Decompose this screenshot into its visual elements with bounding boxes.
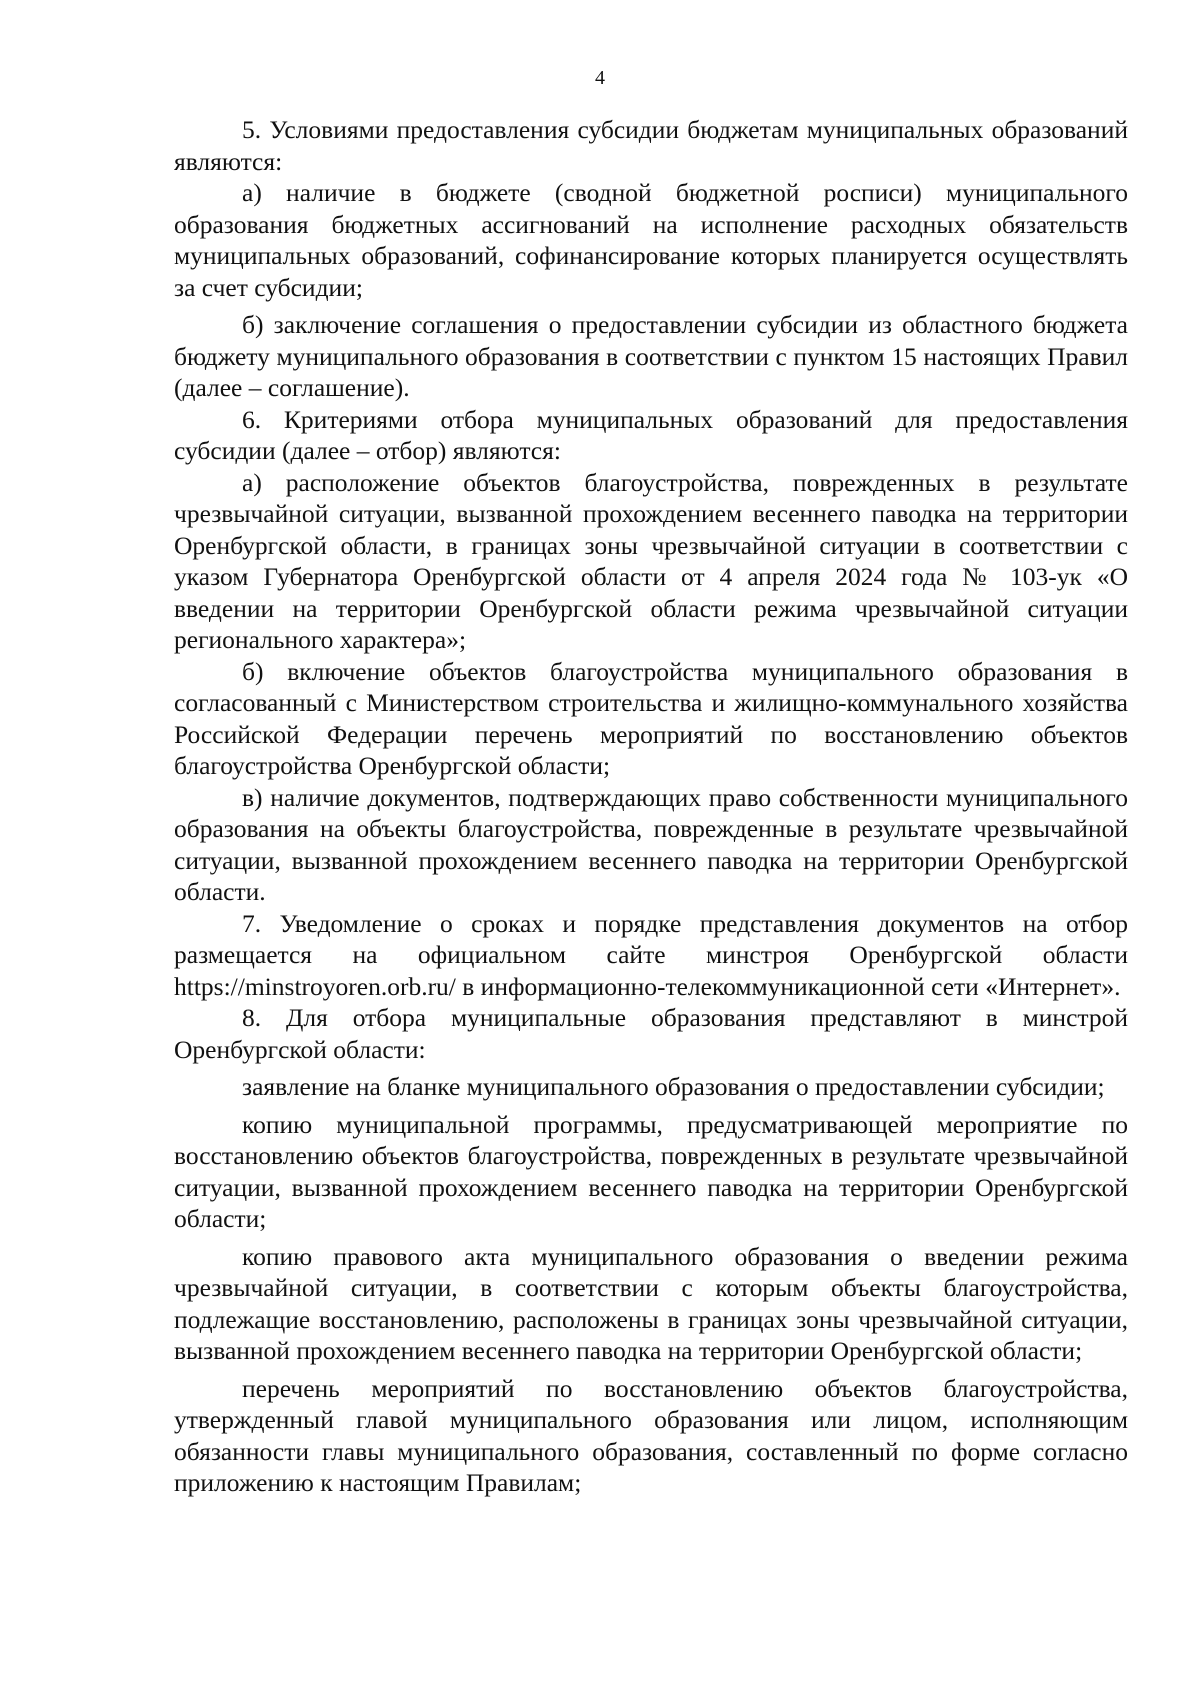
list-item-legal-act: копию правового акта муниципального образования о введении режима чрезвычайной ситуации, в соответствии с которым объекты благоустройства, подлежащие восстановлению, расположены в границах зоны чрезвычайной ситуации, вызванной прохождением весеннего паводка на территории Оренбургской области; bbox=[174, 1241, 1128, 1365]
paragraph-5a-budget-allocations: а) наличие в бюджете (сводной бюджетной росписи) муниципального образования бюджетных ассигнований на исполнение расходных обязательств муниципальных образований, софинансирование которых планируется осуществлять за счет субсидии; bbox=[174, 178, 1128, 302]
paragraph-6c-ownership-documents: в) наличие документов, подтверждающих право собственности муниципального образования на объекты благоустройства, поврежденные в результате чрезвычайной ситуации, вызванной прохождением весеннего паводка на территории Оренбургской области. bbox=[174, 782, 1128, 906]
list-item-municipal-program: копию муниципальной программы, предусматривающей мероприятие по восстановлению объектов благоустройства, поврежденных в результате чрезвычайной ситуации, вызванной прохождением весеннего паводка на территории Оренбургской области; bbox=[174, 1109, 1128, 1233]
document-body bbox=[174, 114, 1128, 1499]
paragraph-8-documents: 8. Для отбора муниципальные образования представляют в минстрой Оренбургской области: bbox=[174, 1003, 1128, 1064]
list-item-measures-list: перечень мероприятий по восстановлению объектов благоустройства, утвержденный главой муниципального образования или лицом, исполняющим обязанности главы муниципального образования, составленный по форме согласно приложению к настоящим Правилам; bbox=[174, 1373, 1128, 1497]
paragraph-5b-agreement: б) заключение соглашения о предоставлении субсидии из областного бюджета бюджету муниципального образования в соответствии с пунктом 15 настоящих Правил (далее – соглашение). bbox=[174, 310, 1128, 402]
paragraph-7-notification: 7. Уведомление о сроках и порядке представления документов на отбор размещается на официальном сайте минстроя Оренбургской области https://minstroyoren.orb.ru/ в информационно-телекоммуникационной сети «Интернет». bbox=[174, 908, 1128, 1001]
list-item-application: заявление на бланке муниципального образования о предоставлении субсидии; bbox=[242, 1072, 1105, 1101]
paragraph-6-selection-criteria: 6. Критериями отбора муниципальных образований для предоставления субсидии (далее – отбор) являются: bbox=[174, 404, 1128, 465]
paragraph-5-conditions: 5. Условиями предоставления субсидии бюджетам муниципальных образований являются: bbox=[174, 115, 1128, 176]
paragraph-6a-emergency-zone: а) расположение объектов благоустройства, поврежденных в результате чрезвычайной ситуации, вызванной прохождением весеннего паводка на территории Оренбургской области, в границах зоны чрезвычайной ситуации в соответствии с указом Губернатора Оренбургской области от 4 апреля 2024 года № 103-ук «О введении на территории Оренбургской области режима чрезвычайной ситуации регионального характера»; bbox=[174, 467, 1128, 654]
paragraph-6b-measures-list: б) включение объектов благоустройства муниципального образования в согласованный с Министерством строительства и жилищно-коммунального хозяйства Российской Федерации перечень мероприятий по восстановлению объектов благоустройства Оренбургской области; bbox=[174, 656, 1128, 780]
page-number: 4 bbox=[595, 67, 605, 89]
